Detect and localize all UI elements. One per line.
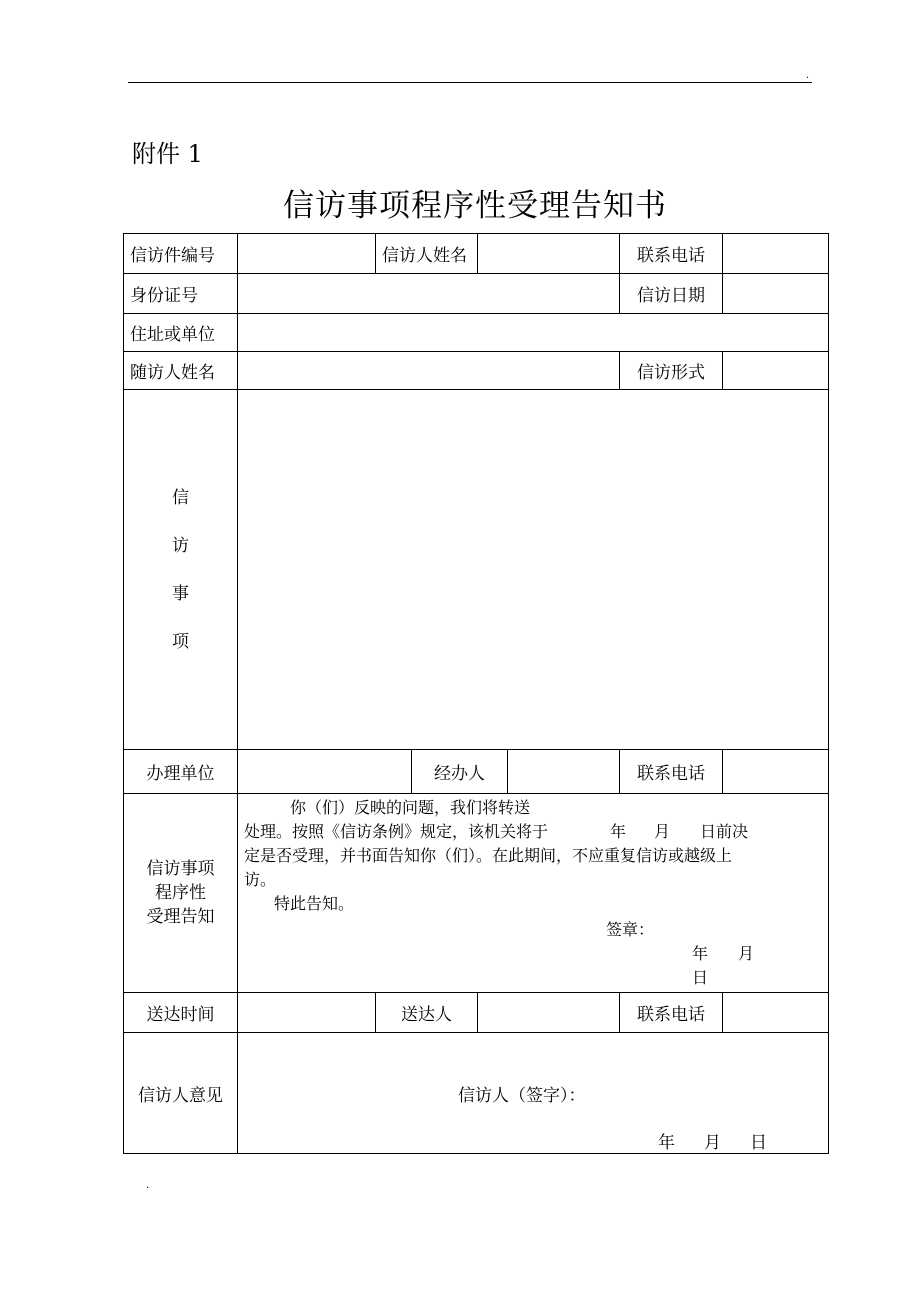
table-row: [124, 390, 829, 750]
notice-date: 年 月日: [692, 944, 755, 987]
handling-phone-label: 联系电话: [620, 750, 723, 794]
table-row: [124, 750, 829, 794]
delivery-phone-label: 联系电话: [620, 993, 723, 1033]
id-card-label: 身份证号: [124, 274, 238, 314]
case-no-field[interactable]: [238, 234, 376, 274]
handling-phone-field[interactable]: [723, 750, 829, 794]
opinion-field[interactable]: [238, 1033, 829, 1154]
matter-label: 信 访 事 项: [124, 390, 238, 750]
handling-unit-field[interactable]: [238, 750, 412, 794]
header-dot: .: [806, 70, 810, 81]
notice-text: 你（们）反映的问题，我们将转送 处理。按照《信访条例》规定，该机关将于 年 月 日前决 定是否受理，并书面告知你（们）。在此期间，不应重复信访或越级上 访。 特此告知。 签章： 年 月日: [238, 794, 829, 993]
deliverer-field[interactable]: [478, 993, 620, 1033]
companion-field[interactable]: [238, 352, 620, 390]
visit-form-field[interactable]: [723, 352, 829, 390]
table-row: [124, 993, 829, 1033]
matter-field[interactable]: [238, 390, 829, 750]
table-row: [124, 352, 829, 390]
visit-date-field[interactable]: [723, 274, 829, 314]
phone-label: 联系电话: [620, 234, 723, 274]
address-field[interactable]: [238, 314, 829, 352]
companion-label: 随访人姓名: [124, 352, 238, 390]
petitioner-name-label: 信访人姓名: [376, 234, 478, 274]
handler-field[interactable]: [508, 750, 620, 794]
table-row: [124, 794, 829, 993]
table-row: [124, 314, 829, 352]
visit-form-label: 信访形式: [620, 352, 723, 390]
attachment-label: 附件 1: [132, 140, 203, 168]
notice-label: 信访事项 程序性 受理告知: [124, 794, 238, 993]
delivery-phone-field[interactable]: [723, 993, 829, 1033]
case-no-label: 信访件编号: [124, 234, 238, 274]
table-row: [124, 1033, 829, 1154]
visit-date-label: 信访日期: [620, 274, 723, 314]
deliverer-label: 送达人: [376, 993, 478, 1033]
address-label: 住址或单位: [124, 314, 238, 352]
seal-label: 签章：: [606, 920, 655, 939]
phone-field[interactable]: [723, 234, 829, 274]
id-card-field[interactable]: [238, 274, 620, 314]
header-rule: [128, 82, 812, 83]
notice-form-table: [123, 233, 829, 1154]
petitioner-name-field[interactable]: [478, 234, 620, 274]
delivery-time-label: 送达时间: [124, 993, 238, 1033]
petitioner-signature: 信访人（签字）：: [458, 1086, 586, 1106]
table-row: [124, 234, 829, 274]
opinion-label: 信访人意见: [124, 1033, 238, 1154]
table-row: [124, 274, 829, 314]
footer-dot: .: [146, 1180, 150, 1191]
handling-unit-label: 办理单位: [124, 750, 238, 794]
opinion-date: 年 月 日: [658, 1133, 767, 1153]
page-title: 信访事项程序性受理告知书: [283, 188, 667, 224]
delivery-time-field[interactable]: [238, 993, 376, 1033]
handler-label: 经办人: [412, 750, 508, 794]
